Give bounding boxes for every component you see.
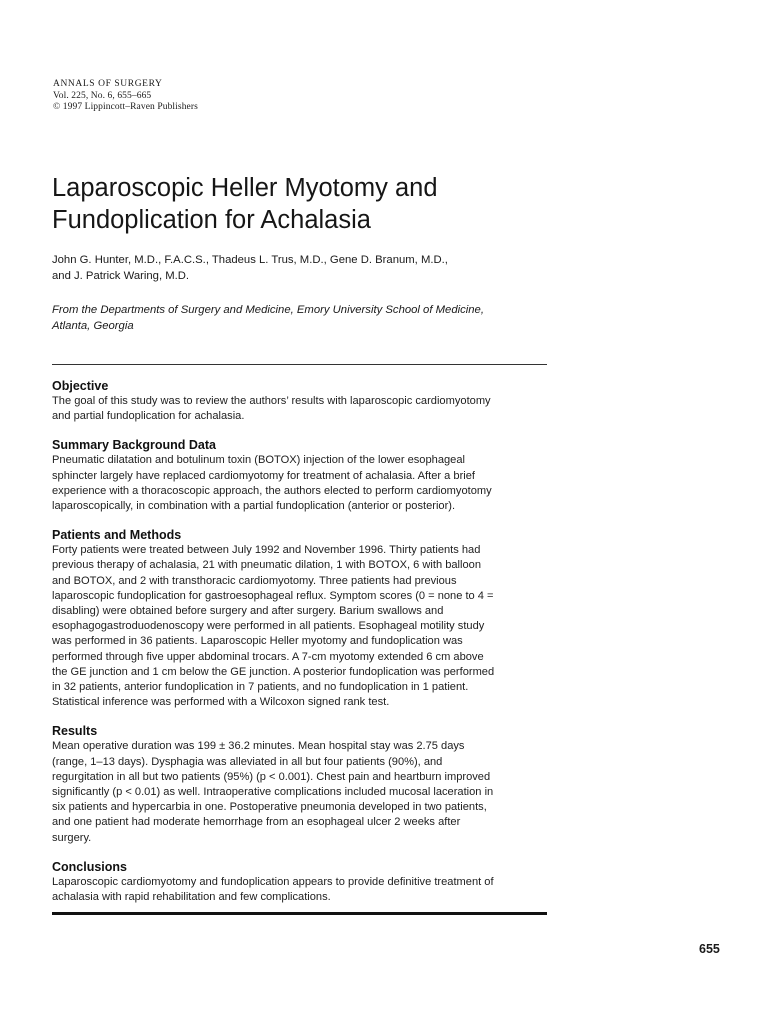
body-line: Laparoscopic cardiomyotomy and fundoplication appears to provide definitive treatment of xyxy=(52,875,494,888)
journal-copyright: © 1997 Lippincott–Raven Publishers xyxy=(53,102,198,112)
body-line: Pneumatic dilatation and botulinum toxin (BOTOX) injection of the lower esophageal xyxy=(52,454,465,467)
author-list xyxy=(52,253,552,284)
body-line: sphincter largely have replaced cardiomyotomy for treatment of achalasia. After a brief xyxy=(52,469,476,482)
journal-volume: Vol. 225, No. 6, 655–665 xyxy=(53,90,152,101)
section-body xyxy=(52,739,552,845)
body-line: the GE junction and 1 cm below the GE junction. A posterior fundoplication was performed xyxy=(52,665,495,678)
journal-name: ANNALS OF SURGERY xyxy=(53,79,163,89)
body-line: and partial fundoplication for achalasia. xyxy=(52,410,245,423)
section-heading: Summary Background Data xyxy=(52,438,216,453)
section-body xyxy=(52,453,552,514)
abstract xyxy=(52,378,552,905)
abstract-section-methods xyxy=(52,527,552,710)
body-line: surgery. xyxy=(52,831,92,844)
affiliation xyxy=(52,303,552,334)
affiliation-line: Atlanta, Georgia xyxy=(52,319,134,332)
body-line: experience with a thoracoscopic approach, the authors elected to perform cardiomyotomy xyxy=(52,484,492,497)
section-heading: Results xyxy=(52,724,98,739)
body-line: (range, 1–13 days). Dysphagia was alleviated in all but four patients (90%), and xyxy=(52,755,443,768)
section-body xyxy=(52,875,552,905)
page-number: 655 xyxy=(699,942,720,956)
body-line: was performed in 36 patients. Laparoscopic Heller myotomy and fundoplication was xyxy=(52,635,463,648)
section-heading: Objective xyxy=(52,379,109,393)
bottom-divider xyxy=(52,912,547,915)
author-line: and J. Patrick Waring, M.D. xyxy=(52,269,190,282)
body-line: and one patient had moderate hemorrhage from an esophageal ulcer 2 weeks after xyxy=(52,816,461,829)
body-line: achalasia with rapid rehabilitation and few complications. xyxy=(52,891,331,904)
affiliation-line: From the Departments of Surgery and Medicine, Emory University School of Medicine, xyxy=(52,304,484,316)
body-line: Forty patients were treated between July 1992 and November 1996. Thirty patients had xyxy=(52,544,481,557)
article-title-line: Fundoplication for Achalasia xyxy=(52,206,371,234)
body-line: in 32 patients, anterior fundoplication in 7 patients, and no fundoplication in 1 patient. xyxy=(52,681,469,694)
journal-header xyxy=(53,79,198,114)
body-line: and BOTOX, and 2 with transthoracic cardiomyotomy. Three patients had previous xyxy=(52,574,457,587)
article-title-line: Laparoscopic Heller Myotomy and xyxy=(52,174,438,202)
body-line: Statistical inference was performed with a Wilcoxon signed rank test. xyxy=(52,696,390,709)
body-line: significantly (p < 0.01) as well. Intraoperative complications included mucosal laceration in xyxy=(52,786,494,799)
body-line: laparoscopically, in combination with a partial fundoplication (anterior or posterior). xyxy=(52,500,456,513)
section-heading: Patients and Methods xyxy=(52,528,182,543)
body-line: previous therapy of achalasia, 21 with pneumatic dilation, 1 with BOTOX, 6 with balloon xyxy=(52,559,481,572)
body-line: regurgitation in all but two patients (95%) (p < 0.001). Chest pain and heartburn improved xyxy=(52,770,491,783)
abstract-section-results xyxy=(52,723,552,845)
abstract-section-objective xyxy=(52,378,552,424)
body-line: esophagogastroduodenoscopy were performed in all patients. Esophageal motility study xyxy=(52,620,485,633)
body-line: disabling) were obtained before surgery and after surgery. Barium swallows and xyxy=(52,605,444,618)
body-line: Mean operative duration was 199 ± 36.2 minutes. Mean hospital stay was 2.75 days xyxy=(52,740,465,753)
section-body xyxy=(52,394,552,424)
top-divider xyxy=(52,364,547,365)
author-line: John G. Hunter, M.D., F.A.C.S., Thadeus L. Trus, M.D., Gene D. Branum, M.D., xyxy=(52,254,448,266)
article-title xyxy=(52,172,572,236)
body-line: laparoscopic fundoplication for gastroesophageal reflux. Symptom scores (0 = none to 4 = xyxy=(52,589,494,602)
body-line: The goal of this study was to review the authors’ results with laparoscopic cardiomyotomy xyxy=(52,395,491,407)
body-line: six patients and hypercarbia in one. Postoperative pneumonia developed in two patients, xyxy=(52,801,487,814)
section-heading: Conclusions xyxy=(52,859,128,874)
abstract-section-conclusions xyxy=(52,859,552,905)
abstract-section-background xyxy=(52,437,552,514)
section-body xyxy=(52,543,552,710)
body-line: performed through five upper abdominal trocars. A 7-cm myotomy extended 6 cm above xyxy=(52,650,484,663)
